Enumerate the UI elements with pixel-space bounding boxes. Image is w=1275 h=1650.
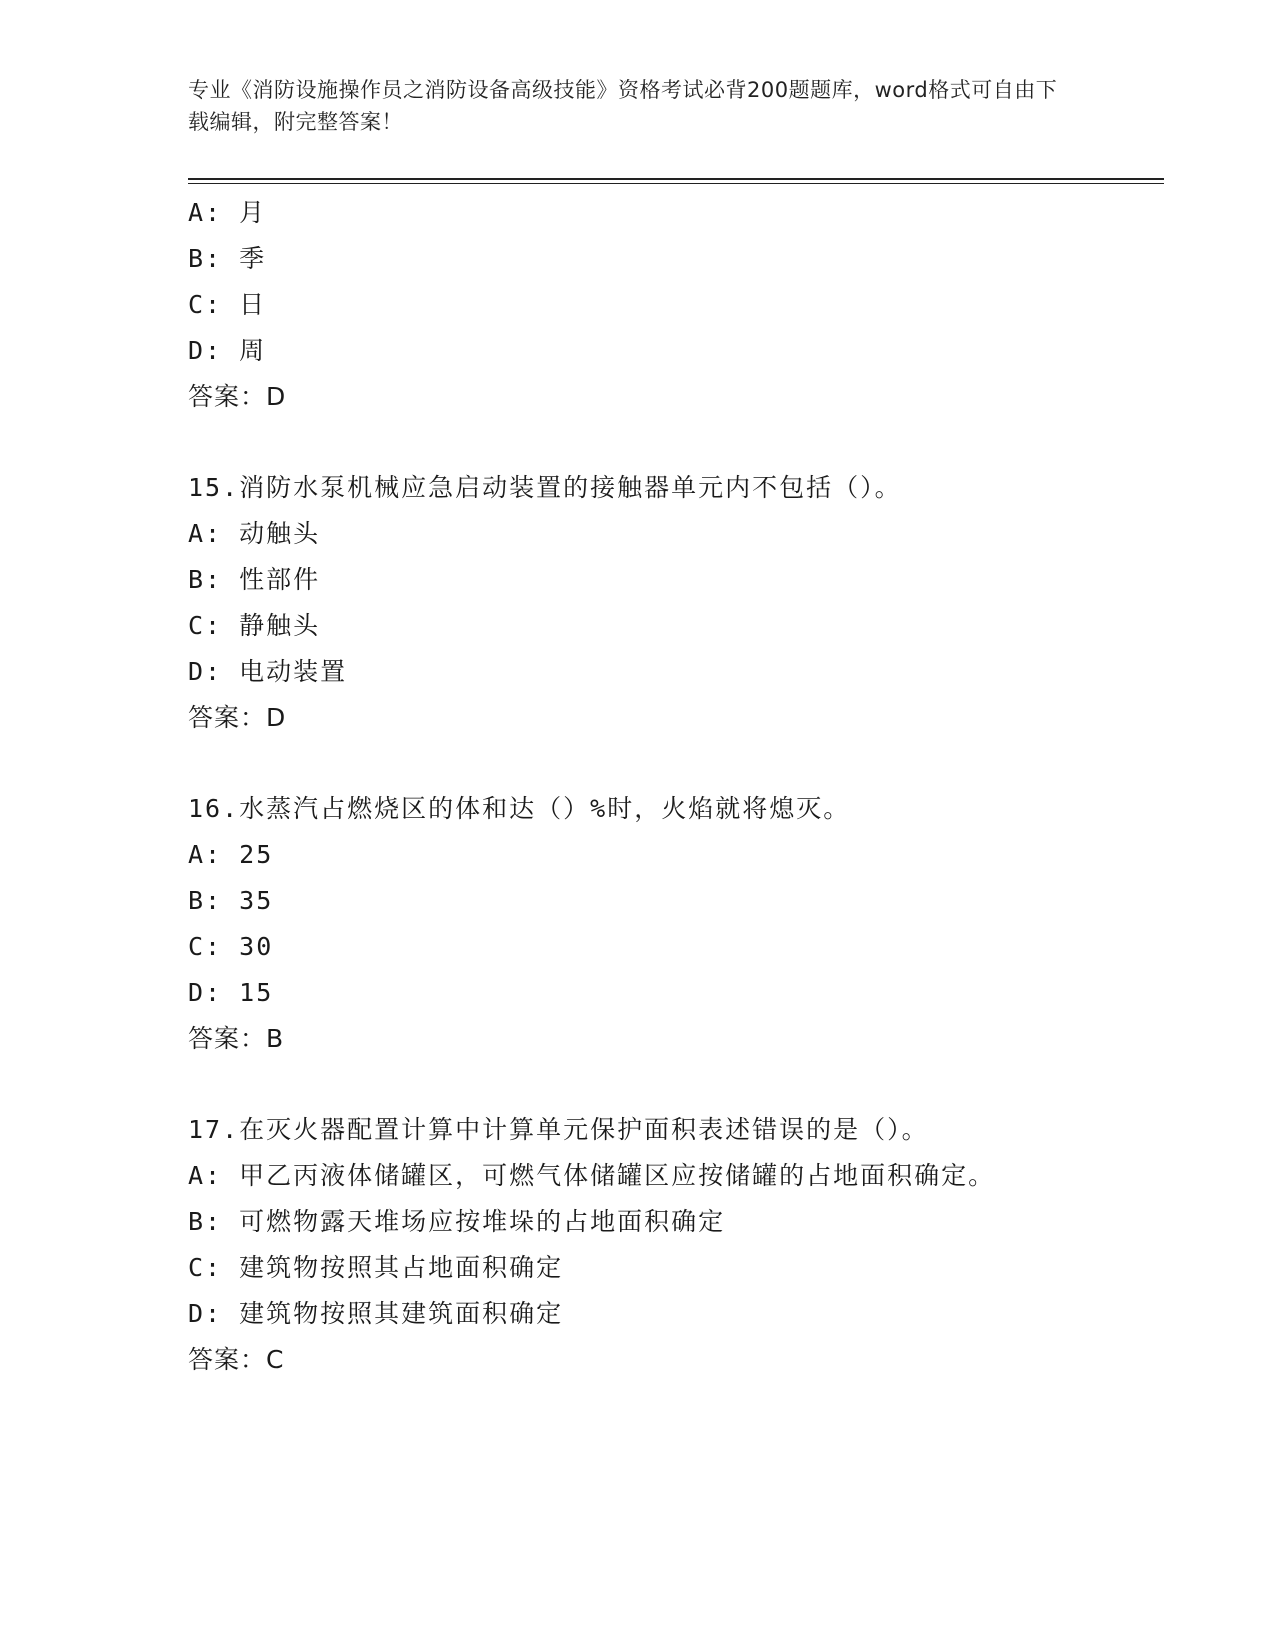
option-b: B: 可燃物露天堆场应按堆垛的占地面积确定: [188, 1207, 726, 1236]
answer-line: 答案：C: [188, 1345, 285, 1374]
option-d: D: 建筑物按照其建筑面积确定: [188, 1299, 564, 1328]
answer-line: 答案：D: [188, 703, 287, 732]
option-c: C: 日: [188, 290, 267, 319]
spacer: [188, 1062, 1164, 1107]
option-a: A: 甲乙丙液体储罐区，可燃气体储罐区应按储罐的占地面积确定。: [188, 1161, 996, 1190]
spacer: [188, 420, 1164, 465]
answer-line: 答案：B: [188, 1024, 285, 1053]
question-list: [188, 190, 1164, 1383]
option-a: A: 25: [188, 840, 274, 869]
header-rule-thick: [188, 178, 1164, 180]
option-c: C: 静触头: [188, 611, 321, 640]
question-block-16: [188, 786, 1164, 1062]
question-block-carryover: [188, 190, 1164, 420]
option-d: D: 电动装置: [188, 657, 348, 686]
option-a: A: 月: [188, 198, 267, 227]
option-c: C: 30: [188, 932, 274, 961]
question-text: 17.在灭火器配置计算中计算单元保护面积表述错误的是（）。: [188, 1115, 929, 1144]
option-a: A: 动触头: [188, 519, 321, 548]
header-rule-thin: [188, 183, 1164, 184]
page-header: 专业《消防设施操作员之消防设备高级技能》资格考试必背200题题库，word格式可自由下载编辑，附完整答案！: [188, 78, 1058, 134]
option-c: C: 建筑物按照其占地面积确定: [188, 1253, 564, 1282]
spacer: [188, 741, 1164, 786]
option-d: D: 周: [188, 336, 267, 365]
option-b: B: 季: [188, 244, 267, 273]
option-d: D: 15: [188, 978, 274, 1007]
question-text: 15.消防水泵机械应急启动装置的接触器单元内不包括（）。: [188, 473, 902, 502]
question-block-17: [188, 1107, 1164, 1383]
option-b: B: 性部件: [188, 565, 321, 594]
option-b: B: 35: [188, 886, 274, 915]
question-block-15: [188, 465, 1164, 741]
question-text: 16.水蒸汽占燃烧区的体和达（）%时，火焰就将熄灭。: [188, 794, 851, 823]
answer-line: 答案：D: [188, 382, 287, 411]
